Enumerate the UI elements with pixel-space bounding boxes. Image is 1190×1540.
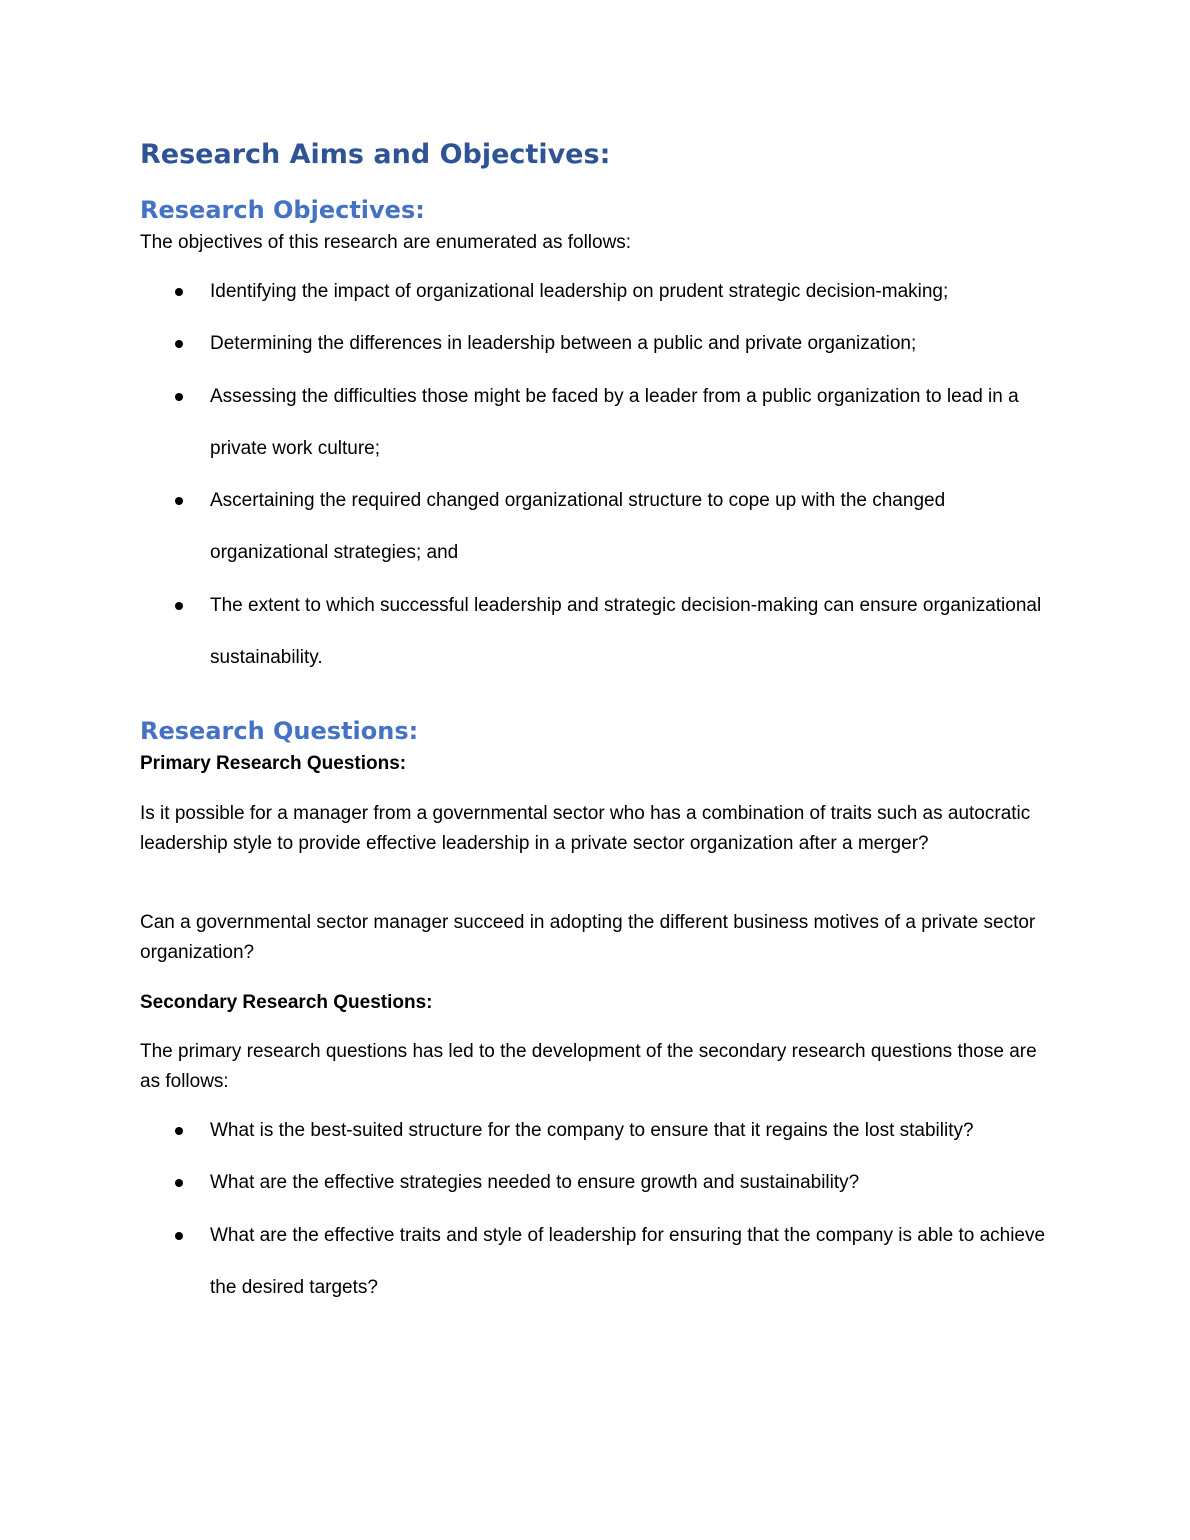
questions-heading: Research Questions: [140,717,419,745]
objective-item [140,475,1050,580]
primary-question-2: Can a governmental sector manager succeed in adopting the different business motives of a private sector organization? [140,912,1036,963]
bullet-icon [175,1127,183,1135]
objective-text: Ascertaining the required changed organizational structure to cope up with the changed organizational strategies; and [210,490,946,564]
objective-text: Identifying the impact of organizational leadership on prudent strategic decision-making; [210,281,949,302]
primary-question-1: Is it possible for a manager from a governmental sector who has a combination of traits such as autocratic leadership style to provide effective leadership in a private sector organization after a merger? [140,803,1031,854]
objective-text: The extent to which successful leadership and strategic decision-making can ensure organizational sustainability. [210,594,1042,669]
bullet-icon [175,288,183,296]
objective-text: Determining the differences in leadership between a public and private organization; [210,333,917,355]
primary-questions-label: Primary Research Questions: [140,753,407,774]
objectives-heading: Research Objectives: [140,196,425,224]
objectives-intro: The objectives of this research are enumerated as follows: [140,232,632,253]
bullet-icon [175,393,183,401]
objectives-list [140,266,1050,684]
objective-item [140,371,1050,476]
secondary-question-item [140,1157,1050,1209]
objective-item [140,580,1050,685]
secondary-question-item [140,1210,1050,1315]
document-title: Research Aims and Objectives: [140,139,611,170]
bullet-icon [175,497,183,505]
secondary-questions-label: Secondary Research Questions: [140,992,433,1013]
bullet-icon [175,340,183,348]
secondary-intro: The primary research questions has led to the development of the secondary research questions those are as follows: [140,1041,1037,1092]
objective-item [140,266,1050,318]
objective-text: Assessing the difficulties those might be faced by a leader from a public organization to lead in a private work culture; [210,385,1019,459]
secondary-question-item [140,1105,1050,1157]
objective-item [140,318,1050,370]
bullet-icon [175,1179,183,1187]
bullet-icon [175,1232,183,1240]
secondary-questions-list [140,1105,1050,1314]
secondary-question-text: What is the best-suited structure for the company to ensure that it regains the lost stability? [210,1120,974,1141]
secondary-question-text: What are the effective traits and style of leadership for ensuring that the company is able to achieve the desired targets? [210,1224,1046,1298]
secondary-question-text: What are the effective strategies needed to ensure growth and sustainability? [210,1172,860,1194]
bullet-icon [175,602,183,610]
